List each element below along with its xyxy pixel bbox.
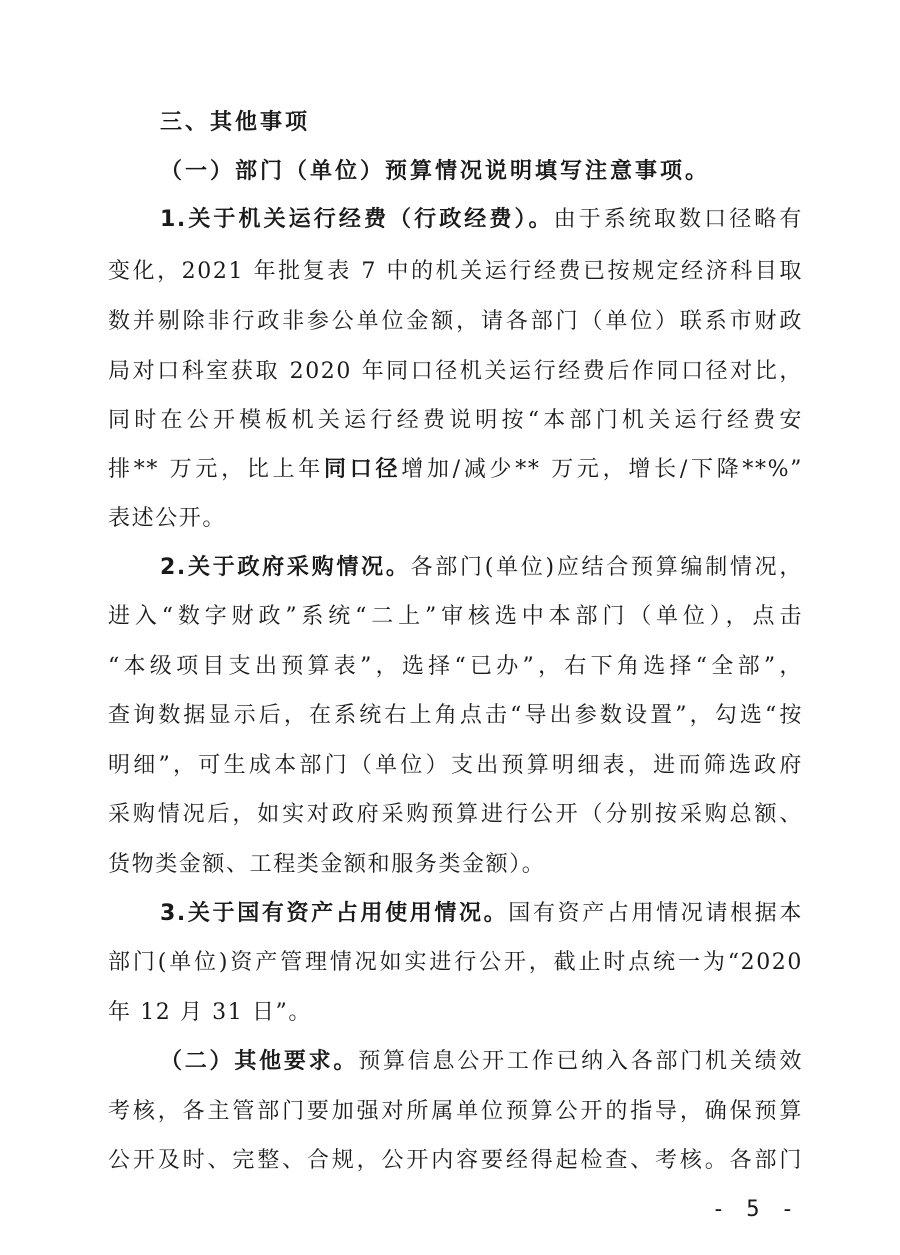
item3-lead: 3.关于国有资产占用使用情况。 [160,901,509,926]
subsection-2-line-1-rest: 预算信息公开工作已纳入各部门机关绩效 [358,1049,803,1074]
section-heading: 三、其他事项 [160,110,311,135]
item2-line-3: “本级项目支出预算表”，选择“已办”，右下角选择“全部”， [108,654,803,679]
item1-line-5: 同时在公开模板机关运行经费说明按“本部门机关运行经费安 [108,408,803,433]
item3-line-1 [160,899,803,929]
subsection-2-lead: （二）其他要求。 [160,1049,359,1074]
item1-line-1-rest: 由于系统取数口径略有 [553,207,803,232]
item2-line-1-rest: 各部门(单位)应结合预算编制情况， [410,555,803,580]
item1-line-2: 变化，2021 年批复表 7 中的机关运行经费已按规定经济科目取 [108,259,803,284]
subsection-2-line-1 [160,1047,803,1077]
item1-line-6-emphasis: 同口径 [324,457,402,482]
item1-line-4: 局对口科室获取 2020 年同口径机关运行经费后作同口径对比， [108,359,803,384]
item1-line-1 [160,205,803,235]
item2-line-4: 查询数据显示后，在系统右上角点击“导出参数设置”，勾选“按 [108,703,803,728]
subsection-1-heading: （一）部门（单位）预算情况说明填写注意事项。 [160,159,711,184]
item1-line-6c: 增加/减少** 万元，增长/下降**%” [401,457,803,482]
item2-lead: 2.关于政府采购情况。 [160,555,411,580]
item1-lead: 1.关于机关运行经费（行政经费）。 [160,207,554,232]
item2-line-1 [160,553,803,583]
item1-line-6 [108,455,803,485]
subsection-2-line-2: 考核，各主管部门要加强对所属单位预算公开的指导，确保预算 [108,1099,803,1124]
item3-line-1-rest: 国有资产占用情况请根据本 [508,901,803,926]
item3-line-3: 年 12 月 31 日”。 [108,1000,313,1025]
item2-line-2: 进入“数字财政”系统“二上”审核选中本部门（单位），点击 [108,604,803,629]
item1-line-7: 表述公开。 [108,506,227,531]
item1-line-6a: 排** 万元，比上年 [108,457,325,482]
item1-line-3: 数并剔除非行政非参公单位金额，请各部门（单位）联系市财政 [108,309,803,334]
item2-line-5: 明细”，可生成本部门（单位）支出预算明细表，进而筛选政府 [108,753,803,778]
item2-line-6: 采购情况后，如实对政府采购预算进行公开（分别按采购总额、 [108,802,803,827]
page-number: - 5 - [711,1197,798,1222]
subsection-2-line-3: 公开及时、完整、合规，公开内容要经得起检查、考核。各部门 [108,1148,803,1173]
item3-line-2: 部门(单位)资产管理情况如实进行公开，截止时点统一为“2020 [108,950,803,975]
item2-line-7: 货物类金额、工程类金额和服务类金额）。 [108,852,546,877]
